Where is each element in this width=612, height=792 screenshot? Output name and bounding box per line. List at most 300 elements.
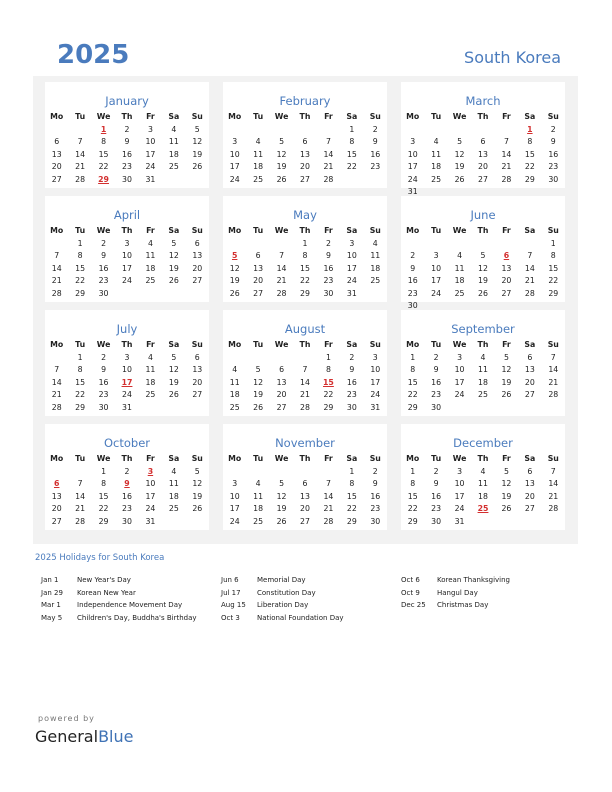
day-cell: 30 — [98, 288, 109, 298]
weekday-header: Tu — [75, 340, 86, 349]
day-cell: 31 — [122, 402, 132, 412]
day-cell: 20 — [276, 390, 287, 400]
day-cell: 1 — [410, 353, 416, 362]
day-cell: 8 — [325, 365, 331, 375]
day-cell: 30 — [548, 174, 559, 184]
day-cell: 19 — [501, 377, 512, 387]
holiday-entry — [221, 587, 344, 600]
day-cell: 30 — [407, 300, 418, 310]
day-cell: 11 — [145, 365, 156, 375]
day-cell: 16 — [370, 149, 381, 159]
day-cell: 3 — [349, 239, 355, 248]
day-cell: 26 — [276, 174, 287, 184]
holiday-name: Memorial Day — [257, 576, 306, 584]
holiday-entry — [401, 599, 510, 612]
day-cell: 24 — [454, 504, 465, 514]
day-cell: 15 — [346, 149, 357, 159]
day-cell: 4 — [480, 467, 486, 476]
day-cell: 27 — [51, 174, 62, 184]
holiday-date: Jul 17 — [221, 588, 241, 597]
day-cell: 30 — [323, 288, 334, 298]
day-cell: 26 — [192, 162, 203, 172]
day-cell: 26 — [253, 402, 264, 412]
weekday-header: Sa — [346, 112, 358, 121]
day-cell: 24 — [431, 288, 442, 298]
day-cell: 2 — [410, 251, 416, 261]
empty-day-cell — [495, 238, 518, 250]
holidays-column — [401, 574, 510, 612]
month-name: August — [284, 322, 326, 336]
day-cell: 8 — [101, 137, 107, 147]
day-cell: 24 — [145, 504, 156, 514]
day-cell: 26 — [168, 276, 179, 286]
weekday-header: Tu — [431, 340, 442, 349]
holiday-day-cell: 15 — [322, 377, 334, 387]
weekday-header: Fr — [146, 454, 155, 463]
weekday-header: Th — [477, 226, 489, 235]
day-cell: 4 — [147, 353, 153, 362]
month-name: October — [103, 436, 151, 450]
day-cell: 25 — [145, 276, 156, 286]
day-cell: 13 — [524, 365, 535, 375]
day-cell: 28 — [524, 288, 535, 298]
day-cell: 11 — [253, 149, 264, 159]
day-cell: 27 — [253, 288, 264, 298]
day-cell: 16 — [122, 491, 132, 501]
day-cell: 11 — [168, 137, 179, 147]
day-cell: 18 — [229, 390, 240, 400]
day-cell: 25 — [145, 390, 156, 400]
day-cell: 23 — [431, 504, 442, 514]
weekday-header: Tu — [253, 226, 264, 235]
weekday-header: Su — [547, 112, 559, 121]
day-cell: 2 — [372, 467, 378, 476]
day-cell: 23 — [370, 504, 381, 514]
day-cell: 21 — [276, 276, 287, 286]
holiday-name: Constitution Day — [257, 588, 316, 597]
day-cell: 14 — [548, 365, 559, 375]
weekday-header: Su — [191, 454, 203, 463]
weekday-header: Sa — [168, 112, 180, 121]
holiday-entry — [221, 612, 344, 625]
calendar-grid-panel — [33, 76, 578, 544]
day-cell: 29 — [75, 402, 86, 412]
empty-day-cell — [223, 466, 246, 478]
month-july — [45, 310, 209, 416]
empty-day-cell — [246, 466, 269, 478]
day-cell: 8 — [101, 479, 107, 489]
day-cell: 6 — [255, 251, 261, 261]
day-cell: 14 — [75, 491, 86, 501]
holiday-day-cell: 6 — [53, 479, 60, 489]
day-cell: 28 — [323, 174, 334, 184]
month-day-grid — [401, 338, 565, 414]
day-cell: 1 — [349, 467, 355, 476]
day-cell: 20 — [501, 276, 512, 286]
weekday-header: Mo — [406, 340, 420, 349]
day-cell: 15 — [548, 263, 559, 273]
holiday-date: Dec 25 — [401, 601, 426, 609]
weekday-header: Fr — [324, 112, 333, 121]
logo-blue-text: Blue — [98, 727, 134, 746]
generalblue-logo — [35, 727, 133, 746]
month-name: May — [293, 208, 317, 222]
day-cell: 27 — [51, 516, 62, 526]
holiday-entry — [221, 574, 344, 587]
day-cell: 31 — [370, 402, 381, 412]
weekday-header: We — [96, 454, 111, 463]
weekday-header: Fr — [324, 454, 333, 463]
day-cell: 13 — [192, 365, 203, 375]
day-cell: 19 — [253, 390, 264, 400]
day-cell: 28 — [323, 516, 334, 526]
weekday-header: Fr — [502, 454, 511, 463]
day-cell: 31 — [145, 174, 156, 184]
day-cell: 22 — [75, 390, 86, 400]
day-cell: 18 — [145, 377, 156, 387]
day-cell: 25 — [168, 504, 179, 514]
day-cell: 2 — [124, 125, 130, 134]
month-name: September — [451, 322, 515, 336]
month-name: June — [470, 208, 496, 222]
day-cell: 3 — [147, 125, 153, 134]
day-cell: 12 — [192, 137, 203, 147]
weekday-header: Fr — [324, 226, 333, 235]
day-cell: 21 — [75, 504, 86, 514]
month-february — [223, 82, 387, 188]
holiday-day-cell: 25 — [477, 504, 489, 514]
empty-day-cell — [68, 466, 91, 478]
month-november — [223, 424, 387, 530]
day-cell: 15 — [300, 263, 310, 273]
day-cell: 2 — [433, 467, 439, 476]
day-cell: 27 — [524, 504, 535, 514]
day-cell: 11 — [168, 479, 179, 489]
weekday-header: We — [274, 112, 289, 121]
day-cell: 23 — [407, 288, 418, 298]
day-cell: 17 — [229, 162, 240, 172]
day-cell: 14 — [51, 263, 62, 273]
day-cell: 18 — [168, 149, 179, 159]
day-cell: 13 — [253, 263, 264, 273]
day-cell: 27 — [192, 390, 203, 400]
day-cell: 20 — [192, 377, 203, 387]
holiday-date: Mar 1 — [41, 601, 61, 609]
day-cell: 20 — [51, 162, 62, 172]
day-cell: 8 — [410, 479, 416, 489]
day-cell: 16 — [323, 263, 334, 273]
empty-day-cell — [495, 124, 518, 136]
holiday-name: Christmas Day — [437, 601, 489, 609]
day-cell: 31 — [145, 516, 156, 526]
month-name: April — [113, 208, 141, 222]
day-cell: 24 — [454, 390, 465, 400]
day-cell: 12 — [501, 479, 512, 489]
day-cell: 11 — [454, 263, 465, 273]
day-cell: 2 — [550, 125, 556, 134]
day-cell: 20 — [300, 162, 310, 172]
day-cell: 5 — [480, 251, 486, 261]
month-september — [401, 310, 565, 416]
month-day-grid — [401, 110, 565, 198]
day-cell: 7 — [54, 365, 60, 375]
day-cell: 22 — [524, 162, 535, 172]
holiday-day-cell: 29 — [98, 174, 109, 184]
day-cell: 1 — [349, 125, 355, 134]
day-cell: 25 — [168, 162, 179, 172]
holidays-column — [41, 574, 197, 624]
weekday-header: Th — [299, 226, 311, 235]
weekday-header: Su — [547, 454, 559, 463]
day-cell: 9 — [349, 365, 355, 375]
weekday-header: Su — [547, 226, 559, 235]
weekday-header: Su — [191, 340, 203, 349]
day-cell: 23 — [431, 390, 442, 400]
day-cell: 3 — [232, 479, 238, 489]
day-cell: 16 — [431, 491, 442, 501]
empty-day-cell — [293, 466, 316, 478]
day-cell: 17 — [346, 263, 357, 273]
day-cell: 17 — [454, 377, 465, 387]
day-cell: 10 — [229, 149, 240, 159]
day-cell: 12 — [229, 263, 240, 273]
holiday-entry — [221, 599, 344, 612]
weekday-header: We — [96, 226, 111, 235]
weekday-header: Tu — [75, 226, 86, 235]
day-cell: 19 — [478, 276, 488, 286]
day-cell: 10 — [454, 479, 465, 489]
month-day-grid — [223, 110, 387, 186]
day-cell: 29 — [524, 174, 535, 184]
holiday-name: National Foundation Day — [257, 613, 344, 622]
empty-day-cell — [401, 124, 424, 136]
day-cell: 14 — [548, 479, 559, 489]
weekday-header: Su — [369, 226, 381, 235]
weekday-header: Th — [299, 112, 311, 121]
day-cell: 23 — [122, 504, 132, 514]
holiday-entry — [41, 574, 197, 587]
day-cell: 3 — [372, 353, 378, 362]
month-name: November — [275, 436, 335, 450]
logo-general-text: General — [35, 727, 99, 746]
day-cell: 18 — [145, 263, 156, 273]
day-cell: 18 — [478, 491, 488, 501]
weekday-header: Mo — [228, 454, 242, 463]
day-cell: 16 — [431, 377, 442, 387]
weekday-header: Fr — [146, 226, 155, 235]
day-cell: 11 — [431, 149, 442, 159]
holiday-date: May 5 — [41, 613, 63, 622]
day-cell: 30 — [370, 516, 381, 526]
day-cell: 6 — [194, 239, 200, 248]
day-cell: 13 — [524, 479, 535, 489]
empty-day-cell — [448, 124, 471, 136]
day-cell: 13 — [501, 263, 512, 273]
day-cell: 15 — [98, 149, 109, 159]
day-cell: 20 — [524, 491, 535, 501]
weekday-header: Su — [369, 340, 381, 349]
day-cell: 27 — [300, 174, 310, 184]
day-cell: 28 — [548, 390, 559, 400]
day-cell: 9 — [433, 479, 439, 489]
weekday-header: Th — [477, 112, 489, 121]
weekday-header: We — [96, 112, 111, 121]
day-cell: 2 — [101, 353, 107, 362]
day-cell: 27 — [276, 402, 287, 412]
weekday-header: We — [452, 112, 467, 121]
day-cell: 17 — [145, 149, 156, 159]
day-cell: 22 — [346, 162, 357, 172]
day-cell: 24 — [346, 276, 357, 286]
day-cell: 1 — [77, 239, 83, 248]
month-april — [45, 196, 209, 302]
day-cell: 28 — [75, 516, 86, 526]
day-cell: 4 — [433, 137, 439, 147]
day-cell: 19 — [501, 491, 512, 501]
month-day-grid — [45, 224, 209, 300]
day-cell: 12 — [478, 263, 488, 273]
holiday-day-cell: 9 — [124, 479, 130, 489]
holiday-day-cell: 6 — [503, 251, 510, 261]
day-cell: 25 — [229, 402, 240, 412]
day-cell: 26 — [501, 390, 512, 400]
day-cell: 18 — [253, 504, 264, 514]
day-cell: 15 — [524, 149, 535, 159]
empty-day-cell — [293, 124, 316, 136]
weekday-header: Sa — [168, 226, 180, 235]
day-cell: 19 — [229, 276, 240, 286]
weekday-header: Fr — [502, 226, 511, 235]
day-cell: 23 — [98, 390, 109, 400]
day-cell: 22 — [98, 504, 109, 514]
day-cell: 14 — [51, 377, 62, 387]
weekday-header: Su — [191, 226, 203, 235]
month-day-grid — [45, 110, 209, 186]
day-cell: 28 — [501, 174, 512, 184]
weekday-header: Mo — [406, 112, 420, 121]
day-cell: 5 — [194, 125, 200, 134]
holiday-date: Jun 6 — [221, 576, 239, 584]
day-cell: 28 — [75, 174, 86, 184]
powered-by-label: powered by — [38, 714, 95, 723]
month-october — [45, 424, 209, 530]
day-cell: 24 — [229, 174, 240, 184]
day-cell: 15 — [98, 491, 109, 501]
holiday-date: Oct 3 — [221, 613, 240, 622]
day-cell: 2 — [101, 239, 107, 248]
day-cell: 19 — [168, 377, 179, 387]
empty-day-cell — [45, 124, 68, 136]
day-cell: 4 — [372, 239, 378, 248]
month-day-grid — [45, 452, 209, 528]
day-cell: 5 — [503, 353, 509, 362]
holiday-name: Hangul Day — [437, 588, 478, 597]
day-cell: 9 — [550, 137, 556, 147]
day-cell: 5 — [279, 479, 285, 489]
day-cell: 22 — [300, 276, 310, 286]
day-cell: 25 — [454, 288, 465, 298]
day-cell: 27 — [300, 516, 310, 526]
weekday-header: Fr — [146, 340, 155, 349]
weekday-header: Mo — [50, 226, 64, 235]
day-cell: 12 — [192, 479, 203, 489]
weekday-header: Tu — [75, 112, 86, 121]
day-cell: 26 — [501, 504, 512, 514]
day-cell: 6 — [480, 137, 486, 147]
day-cell: 24 — [407, 174, 418, 184]
weekday-header: Mo — [406, 454, 420, 463]
day-cell: 28 — [300, 402, 310, 412]
day-cell: 14 — [323, 491, 334, 501]
day-cell: 25 — [253, 174, 264, 184]
day-cell: 17 — [370, 377, 381, 387]
month-name: December — [453, 436, 513, 450]
day-cell: 18 — [431, 162, 442, 172]
day-cell: 17 — [407, 162, 418, 172]
day-cell: 20 — [478, 162, 488, 172]
empty-day-cell — [424, 238, 447, 250]
day-cell: 6 — [302, 479, 308, 489]
day-cell: 4 — [255, 137, 261, 147]
day-cell: 5 — [503, 467, 509, 476]
day-cell: 2 — [124, 467, 130, 476]
weekday-header: Fr — [502, 112, 511, 121]
day-cell: 29 — [98, 516, 109, 526]
day-cell: 28 — [276, 288, 287, 298]
day-cell: 29 — [75, 288, 86, 298]
empty-day-cell — [317, 124, 340, 136]
day-cell: 16 — [407, 276, 418, 286]
day-cell: 5 — [279, 137, 285, 147]
day-cell: 12 — [276, 149, 287, 159]
weekday-header: Sa — [168, 454, 180, 463]
day-cell: 26 — [192, 504, 203, 514]
empty-day-cell — [401, 238, 424, 250]
empty-day-cell — [270, 352, 293, 364]
day-cell: 25 — [478, 390, 488, 400]
weekday-header: Sa — [346, 226, 358, 235]
day-cell: 8 — [77, 251, 83, 261]
day-cell: 28 — [548, 504, 559, 514]
day-cell: 20 — [253, 276, 264, 286]
day-cell: 26 — [168, 390, 179, 400]
weekday-header: Su — [191, 112, 203, 121]
day-cell: 10 — [346, 251, 357, 261]
day-cell: 18 — [370, 263, 381, 273]
day-cell: 16 — [370, 491, 381, 501]
day-cell: 7 — [302, 365, 308, 375]
day-cell: 8 — [527, 137, 533, 147]
day-cell: 30 — [98, 402, 109, 412]
day-cell: 24 — [145, 162, 156, 172]
day-cell: 1 — [77, 353, 83, 362]
day-cell: 27 — [192, 276, 203, 286]
weekday-header: Mo — [228, 340, 242, 349]
day-cell: 26 — [276, 516, 287, 526]
weekday-header: Th — [477, 340, 489, 349]
day-cell: 16 — [346, 377, 357, 387]
weekday-header: We — [452, 340, 467, 349]
day-cell: 29 — [300, 288, 310, 298]
country-name: South Korea — [464, 48, 561, 67]
empty-day-cell — [448, 238, 471, 250]
holiday-name: Liberation Day — [257, 601, 309, 609]
day-cell: 17 — [122, 263, 132, 273]
weekday-header: Su — [369, 112, 381, 121]
day-cell: 22 — [407, 504, 418, 514]
day-cell: 29 — [548, 288, 559, 298]
day-cell: 23 — [98, 276, 109, 286]
